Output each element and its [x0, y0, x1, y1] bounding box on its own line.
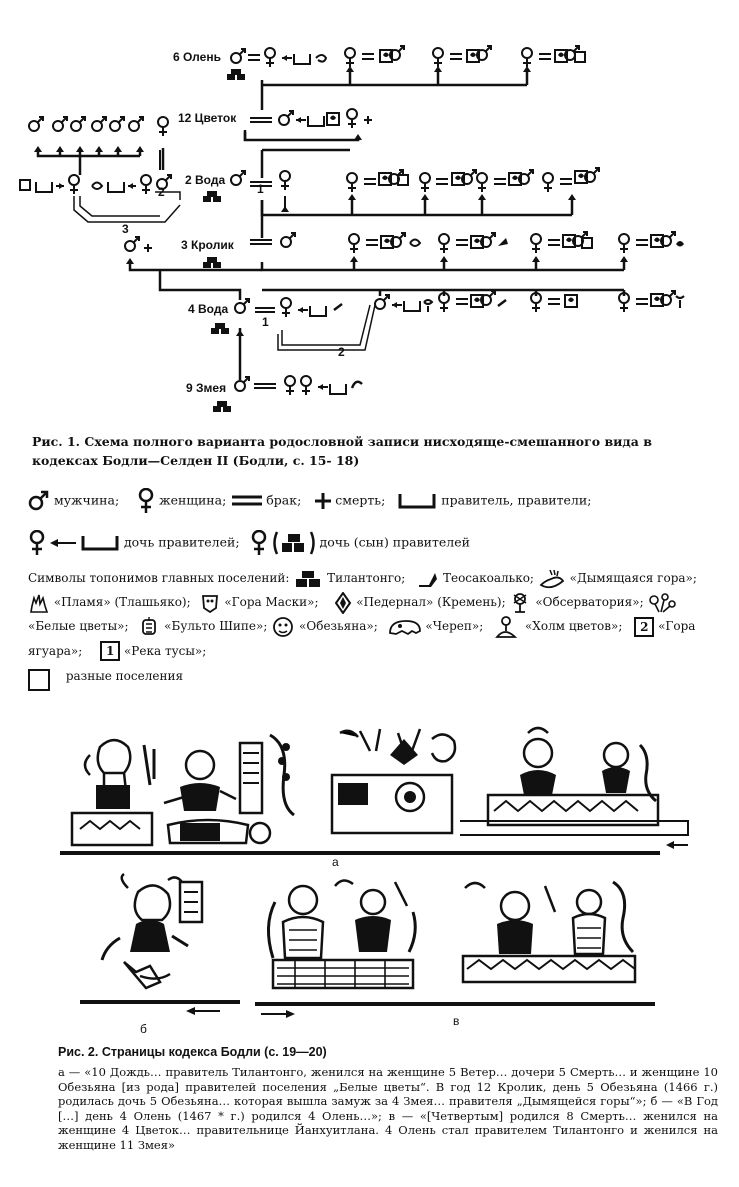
legend-daughter: дочь правителей; [123, 534, 240, 550]
diagram-number: 1 [257, 182, 264, 196]
legend-female: женщина; [159, 492, 227, 508]
codex-illustration-a [60, 725, 690, 865]
legend-smoking-mountain: «Дымящаяся гора»; [569, 571, 697, 585]
label-b: б [140, 1022, 147, 1036]
marriage-icon [232, 494, 262, 508]
death-icon [315, 493, 331, 509]
female-icon [137, 488, 155, 514]
figure2-description: а — «10 Дождь… правитель Тилантонго, женился на женщине 5 Ветер… дочери 5 Смерть… и женщине 10 Обезьяна [из рода] правителей поселения „Белые цветы“. В год 12 Кролик, день 5 Обезьяна (1466 г.) родилась дочь 5 Обезьяна… которая вышла замуж за 4 Змея… правителя „Дымящейся горы“»; б — «В Год […] день 4 Олень (1467 * г.) родился 4 Олень…»; в — «[Четвертым] родился 8 Смерть… женился на женщине 4 Цветок… правительнице Йанхуитлана. 4 Олень стал правителем Тилантонго и женился на женщине 11 Змея» [58, 1065, 718, 1152]
flame-icon [28, 592, 50, 614]
female-icon [250, 530, 268, 556]
diagram-number: 2 [158, 185, 165, 199]
genealogy-diagram [0, 0, 739, 420]
legend-marriage: брак; [266, 492, 302, 508]
legend-daughter-son: дочь (сын) правителей [319, 534, 470, 550]
legend-male: мужчина; [53, 492, 120, 508]
toponyms-legend [28, 566, 718, 691]
legend-river-tusy: «Река тусы»; [123, 643, 207, 658]
toponyms-intro: Символы топонимов главных поселений: [28, 571, 290, 585]
smoking-mountain-icon [538, 568, 566, 590]
legend-white-flowers: «Белые цветы»; [28, 619, 129, 633]
various-settlements-icon [28, 669, 50, 691]
legend-flame: «Пламя» (Тлашьяко); [53, 595, 191, 609]
teosacoalco-icon [417, 569, 439, 589]
tilantongo-icon [293, 569, 323, 589]
observatory-icon [509, 592, 531, 614]
diagram-number: 1 [262, 315, 269, 329]
legend-row-1 [28, 488, 591, 514]
legend-jaguar-mountain: «Гора ягуара»; [28, 619, 696, 658]
label-4-voda: 4 Вода [188, 302, 229, 316]
label-6-olen: 6 Олень [173, 50, 221, 64]
male-icon [28, 489, 50, 513]
ruler-icon [397, 492, 437, 510]
label-12-cvetok: 12 Цветок [178, 111, 237, 125]
legend-tilantongo: Тилантонго; [327, 571, 406, 585]
label-3-krolik: 3 Кролик [181, 238, 234, 252]
label-v: в [453, 1014, 460, 1028]
legend-bulto-shipe: «Бульто Шипе»; [164, 619, 268, 633]
box-1-icon: 1 [100, 641, 120, 661]
label-a: а [332, 855, 339, 869]
figure2-caption: Рис. 2. Страницы кодекса Бодли (с. 19—20) [58, 1045, 327, 1059]
female-icon [28, 530, 46, 556]
figure1-caption: Рис. 1. Схема полного варианта родословной записи нисходяще-смешанного вида в кодексах Бодли—Селден II (Бодли, с. 15- 18) [32, 434, 652, 468]
tilantongo-glyph-icon [272, 530, 316, 556]
label-9-zmeya: 9 Змея [186, 381, 227, 395]
legend-various: разные поселения [65, 669, 184, 683]
legend-mask-mountain: «Гора Маски»; [224, 595, 319, 609]
diagram-number: 3 [122, 222, 129, 236]
codex-illustration-v [255, 872, 685, 1022]
box-2-icon: 2 [634, 617, 654, 637]
bulto-shipe-icon [138, 616, 160, 638]
skull-icon [388, 617, 422, 637]
mask-mountain-icon [200, 593, 220, 613]
diagram-number: 2 [338, 345, 345, 359]
codex-illustration-b [80, 872, 250, 1022]
arrow-left-icon [186, 1006, 220, 1016]
legend-hill-flowers: «Холм цветов»; [524, 619, 623, 633]
monkey-icon [271, 615, 295, 639]
legend-row-2 [28, 530, 470, 556]
hill-flowers-icon [493, 615, 521, 639]
white-flowers-icon [647, 592, 677, 614]
legend-observatory: «Обсерватория»; [535, 595, 644, 609]
label-2-voda: 2 Вода [185, 173, 226, 187]
legend-monkey: «Обезьяна»; [299, 619, 378, 633]
legend-rulers: правитель, правители; [441, 492, 592, 508]
ruler-icon [80, 534, 120, 552]
legend-death: смерть; [335, 492, 386, 508]
legend-teosacoalco: Теосакоалько; [442, 571, 534, 585]
legend-skull: «Череп»; [425, 619, 484, 633]
legend-flint: «Педернал» (Кремень); [356, 595, 506, 609]
flint-icon [334, 592, 352, 614]
arrow-left-icon [50, 538, 76, 548]
